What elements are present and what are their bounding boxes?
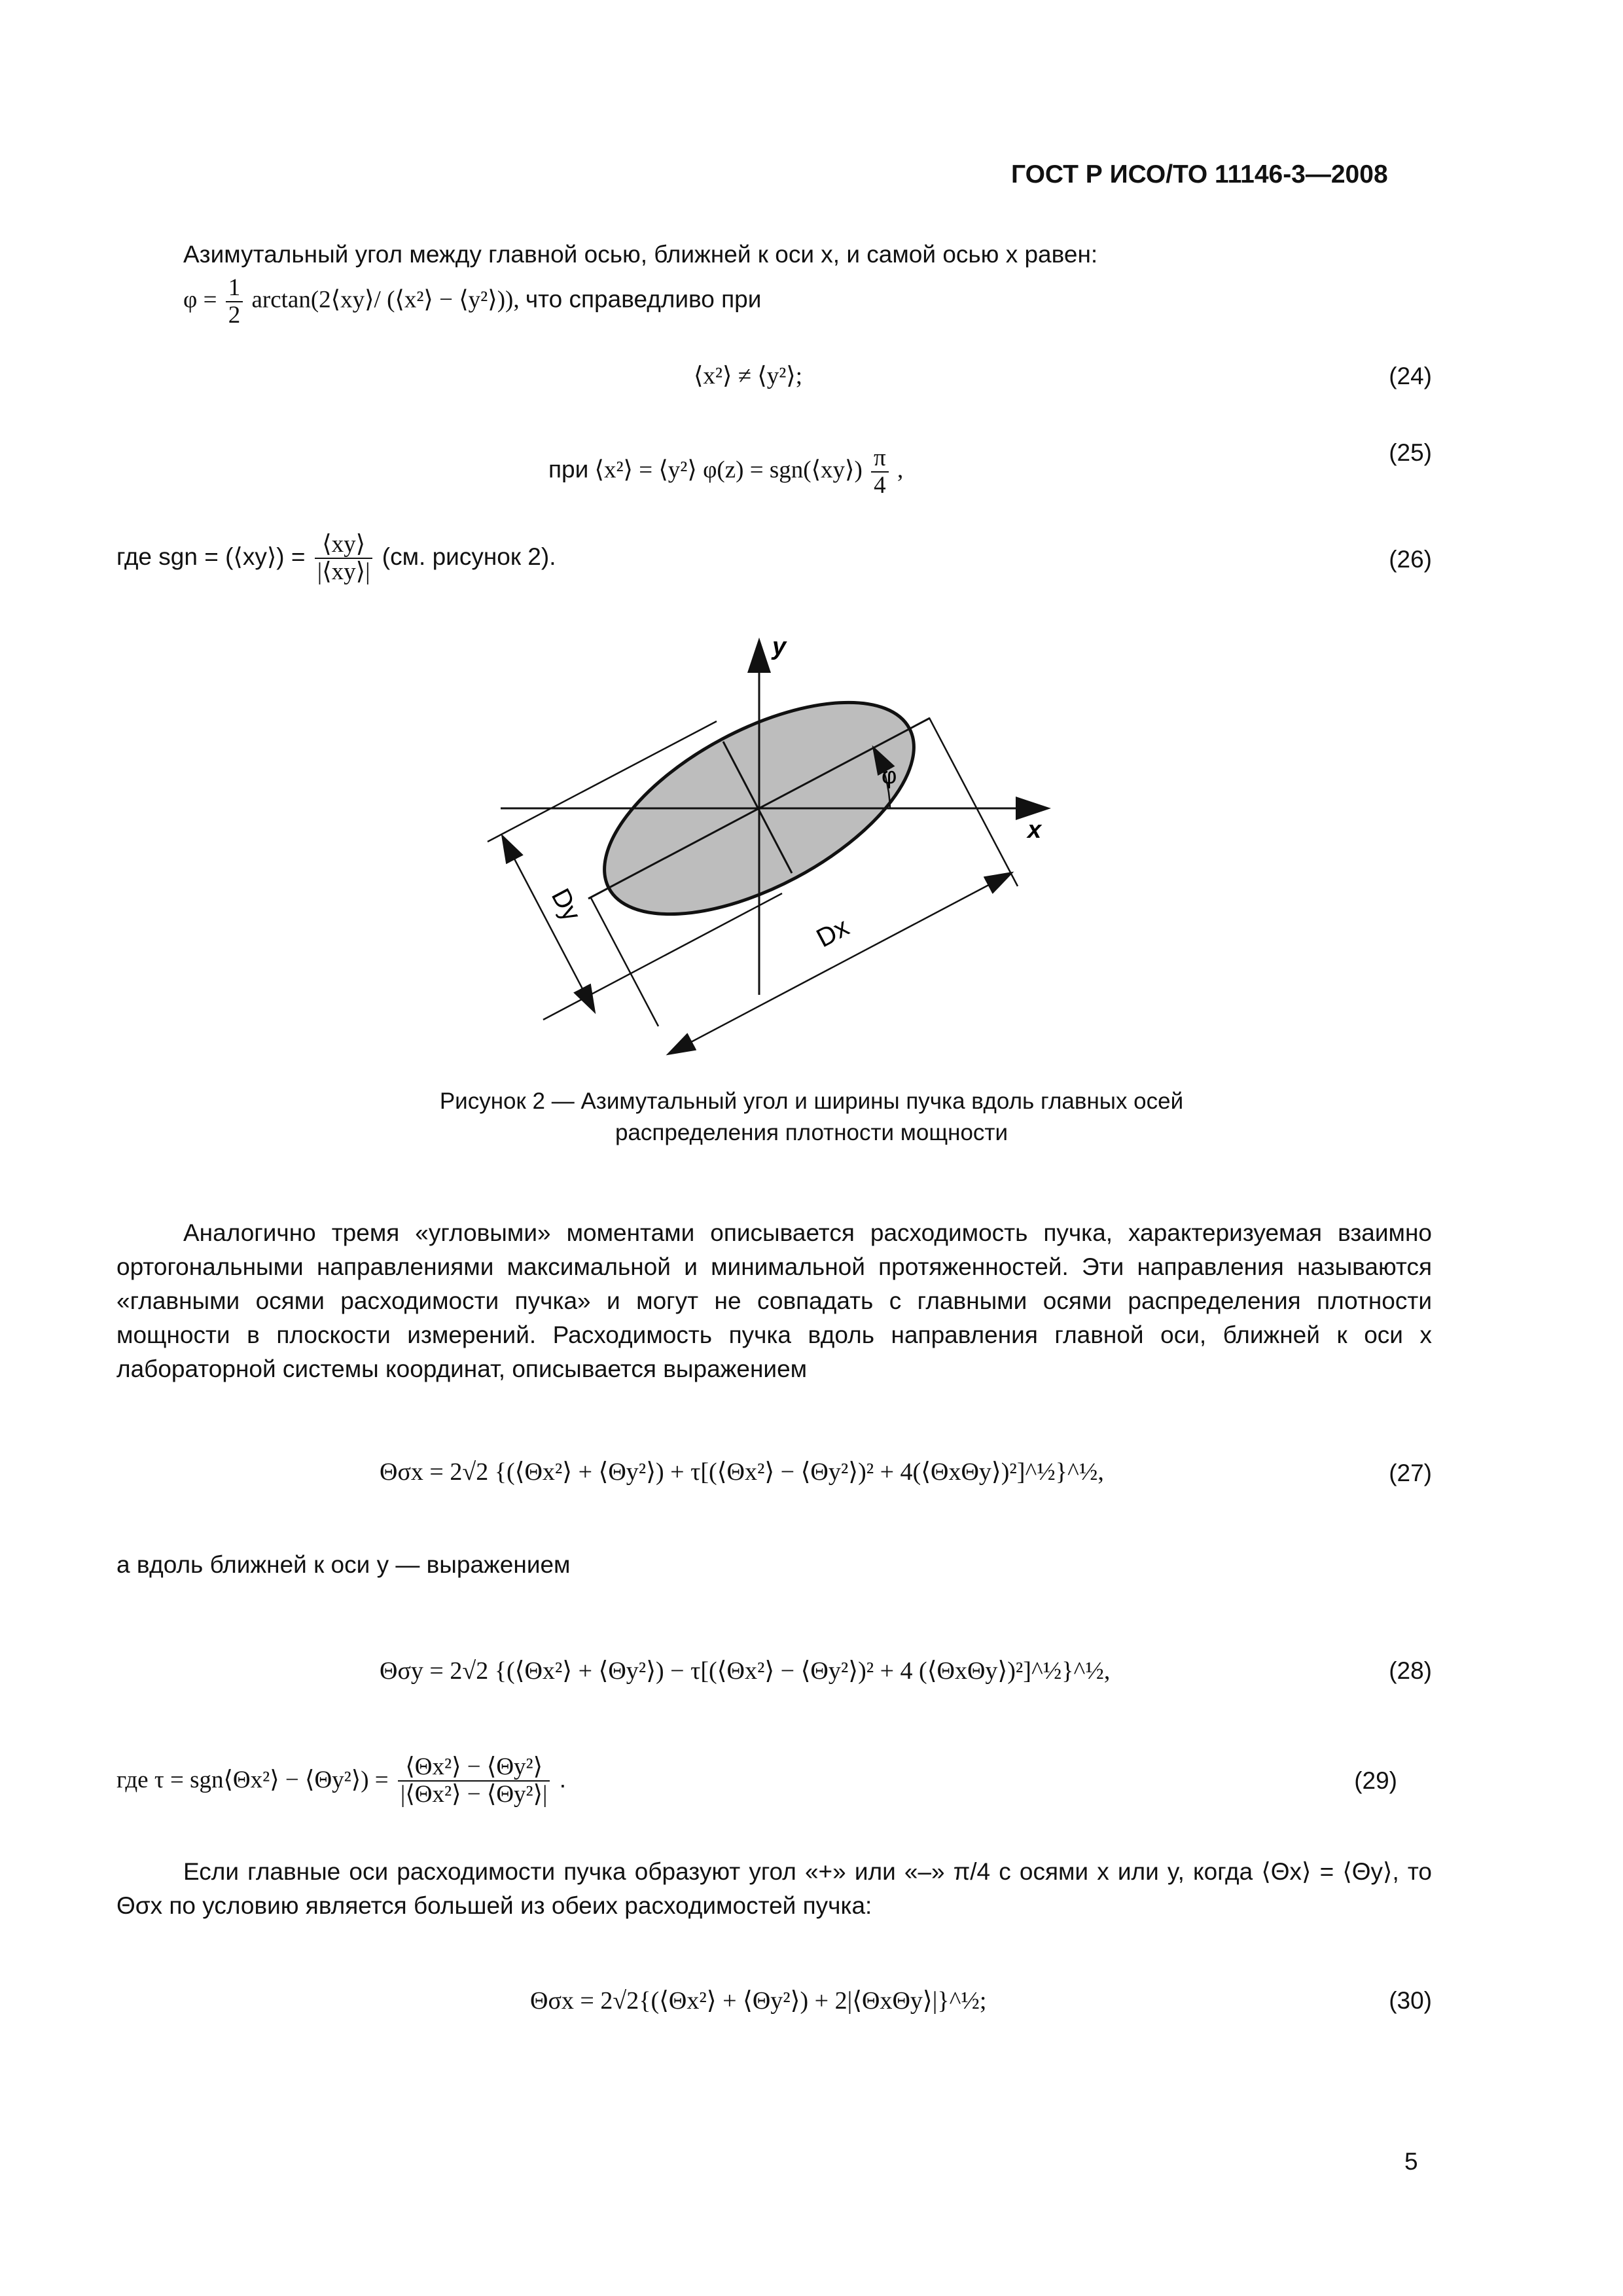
- dx-label: Dx: [812, 912, 854, 954]
- phi-formula-left: φ =: [183, 286, 217, 314]
- equation-25-prefix: при: [548, 456, 589, 483]
- fraction-numerator: ⟨xy⟩: [315, 531, 373, 559]
- equation-29-number: (29): [1354, 1767, 1397, 1794]
- equation-29: [116, 1754, 566, 1808]
- x-axis-label: x: [1027, 816, 1042, 844]
- equation-25-tail: ,: [897, 456, 904, 484]
- extension-line: [929, 718, 1018, 886]
- fraction-denominator: |⟨xy⟩|: [317, 558, 370, 585]
- paragraph-divergence: Аналогично тремя «угловыми» моментами описывается расходимость пучка, характеризуемая взаимно ортогональными направлениями максимальной и минимальной протяженностей. Эти направления называются «главными осями расходимости пучка» и могут не совпадать с главными осями распределения плотности мощности в плоскости измерений. Расходимость пучка вдоль направления главной оси, ближней к оси x лабораторной системы координат, описывается выражением: [116, 1219, 1432, 1382]
- equation-27: [380, 1454, 1104, 1490]
- figure-caption-line-2: распределения плотности мощности: [615, 1120, 1008, 1145]
- equation-24-number: (24): [1389, 363, 1432, 389]
- equation-24: ⟨x²⟩ ≠ ⟨y²⟩;: [694, 363, 803, 389]
- dy-dimension-line: [503, 836, 594, 1011]
- equation-26-number: (26): [1389, 546, 1432, 573]
- dy-label: Dy: [545, 884, 586, 926]
- azimuth-intro-text: Азимутальный угол между главной осью, ближней к оси x, и самой осью x равен:: [183, 241, 1098, 268]
- fraction-denominator: |⟨Θx²⟩ − ⟨Θy²⟩|: [400, 1781, 548, 1808]
- fraction-numerator: ⟨Θx²⟩ − ⟨Θy²⟩: [398, 1754, 550, 1782]
- tau-fraction: [398, 1754, 550, 1808]
- equation-30: Θσx = 2√2{(⟨Θx²⟩ + ⟨Θy²⟩) + 2|⟨ΘxΘy⟩|}^½;: [530, 1987, 987, 2015]
- equation-30-number: (30): [1389, 1987, 1432, 2014]
- phi-formula-tail: что справедливо при: [525, 285, 762, 313]
- pi-over-four-fraction: [871, 445, 889, 499]
- equation-28-lhs: Θσy = 2√2: [380, 1657, 489, 1685]
- paragraph-pi-over-four: Если главные оси расходимости пучка образуют угол «+» или «–» π/4 с осями x или y, когда ⟨Θx⟩ = ⟨Θy⟩, то Θσx по условию является большей из обеих расходимостей пучка:: [116, 1858, 1432, 1919]
- y-axis-label: y: [772, 633, 787, 660]
- fraction-numerator: 1: [226, 275, 243, 302]
- figure-caption-line-1: Рисунок 2 — Азимутальный угол и ширины пучка вдоль главных осей: [439, 1088, 1184, 1114]
- sgn-fraction: [315, 531, 373, 585]
- equation-25: [548, 445, 903, 499]
- phi-formula: [183, 275, 761, 329]
- fraction-numerator: π: [871, 445, 889, 473]
- extension-line: [591, 898, 658, 1026]
- equation-28-body: {(⟨Θx²⟩ + ⟨Θy²⟩) − τ[(⟨Θx²⟩ − ⟨Θy²⟩)² + 4 (⟨ΘxΘy⟩)²]^½}^½,: [494, 1657, 1111, 1685]
- equation-26-prefix: где sgn = (⟨xy⟩) =: [116, 543, 306, 570]
- equation-26-tail: (см. рисунок 2).: [382, 543, 556, 570]
- equation-25-body: ⟨x²⟩ = ⟨y²⟩ φ(z) = sgn(⟨xy⟩): [594, 456, 863, 484]
- equation-27-lhs: Θσx = 2√2: [380, 1458, 489, 1486]
- equation-27-number: (27): [1389, 1460, 1432, 1486]
- one-half-fraction: [226, 275, 243, 329]
- figure-2-diagram: [484, 628, 1073, 1073]
- equation-29-tail: .: [559, 1765, 567, 1793]
- page-number: 5: [1404, 2148, 1418, 2175]
- equation-29-prefix: где τ = sgn⟨Θx²⟩ − ⟨Θy²⟩) =: [116, 1766, 389, 1793]
- equation-27-body: {(⟨Θx²⟩ + ⟨Θy²⟩) + τ[(⟨Θx²⟩ − ⟨Θy²⟩)² + 4(⟨ΘxΘy⟩)²]^½}^½,: [494, 1458, 1104, 1486]
- fraction-denominator: 4: [874, 472, 886, 499]
- equation-26: [116, 531, 556, 585]
- paragraph-y-direction: а вдоль ближней к оси y — выражением: [116, 1551, 571, 1578]
- phi-formula-body: arctan(2⟨xy⟩/ (⟨x²⟩ − ⟨y²⟩)),: [251, 286, 520, 314]
- equation-28: [380, 1653, 1110, 1689]
- equation-28-number: (28): [1389, 1657, 1432, 1684]
- fraction-denominator: 2: [228, 302, 241, 329]
- standard-header: ГОСТ Р ИСО/ТО 11146-3—2008: [1011, 160, 1388, 188]
- equation-25-number: (25): [1389, 439, 1432, 466]
- phi-label: φ: [882, 762, 897, 789]
